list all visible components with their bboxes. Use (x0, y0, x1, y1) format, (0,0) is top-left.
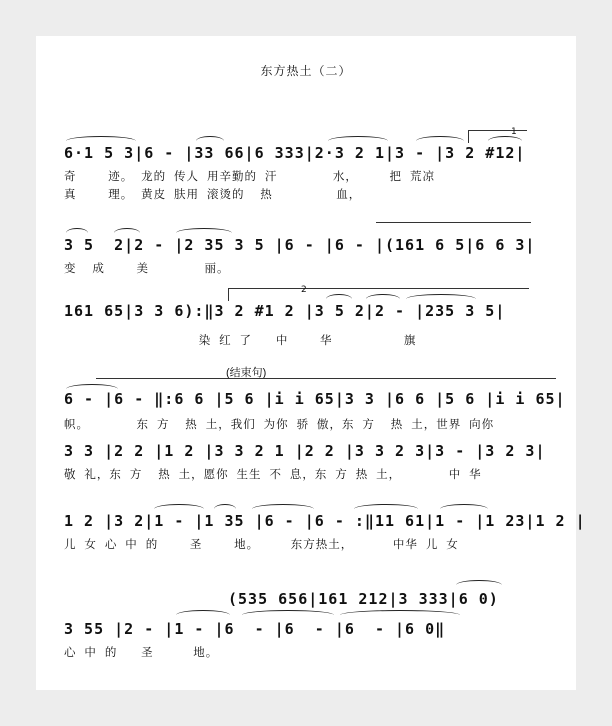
notes-line-1: 6·1 5 3|6 - |33 66|6 333|2·3 2 1|3 - |3 2 #12| (64, 144, 526, 162)
music-system-3: 2 161 65|3 3 6):‖3 2 #1 2 |3 5 2|2 - |235 3 5| 染 红 了 中 华 旗 (36, 294, 576, 374)
notes-line-7-top: (535 656|161 212|3 333|6 0) (228, 590, 499, 608)
score-title: 东方热土（二） (260, 64, 352, 78)
score-page (36, 36, 586, 690)
notes-line-4: 6 - |6 - ‖:6 6 |5 6 |i i 65|3 3 |6 6 |5 6 |i i 65| (64, 390, 566, 408)
music-system-1: 1 6·1 5 3|6 - |33 66|6 333|2·3 2 1|3 - |3 2 #12| 奇 迹。 龙的 传人 用辛勤的 汗 水， 把 荒凉 真 理。 黄皮 肤用 滚烫的 热 血， (64, 127, 526, 201)
lyrics-line-4: 帜。 东 方 热 土，我们 为你 骄 傲，东 方 热 土，世界 向你 (64, 417, 495, 431)
lyrics-line-3: 染 红 了 中 华 旗 (64, 333, 417, 347)
lyrics-line-5: 敬 礼，东 方 热 土，愿你 生生 不 息，东 方 热 土， 中 华 (64, 467, 482, 481)
notes-line-3: 161 65|3 3 6):‖3 2 #1 2 |3 5 2|2 - |235 3 5| (64, 302, 506, 320)
notes-line-2: 3 5 2|2 - |2 35 3 5 |6 - |6 - |(161 6 5|6 6 3| (64, 236, 536, 254)
music-system-5 (36, 434, 576, 514)
notes-line-6: 1 2 |3 2|1 - |1 35 |6 - |6 - :‖11 61|1 - |1 23|1 2 | (64, 512, 586, 530)
lyrics-line-1a: 奇 迹。 龙的 传人 用辛勤的 汗 水， 把 荒凉 (64, 169, 435, 183)
notes-line-7: 3 55 |2 - |1 - |6 - |6 - |6 - |6 0‖ (64, 620, 446, 638)
lyrics-line-6: 儿 女 心 中 的 圣 地。 东方热土， 中华 儿 女 (64, 537, 459, 551)
lyrics-line-1b: 真 理。 黄皮 肤用 滚烫的 热 血， (64, 187, 362, 201)
notes-line-5: 3 3 |2 2 |1 2 |3 3 2 1 |2 2 |3 3 2 3|3 - |3 2 3| (64, 442, 546, 460)
ending-marker: (结束句) (226, 367, 267, 379)
music-system-6 (36, 504, 586, 584)
lyrics-line-2: 变 成 美 丽。 (64, 261, 230, 275)
music-system-7 (36, 588, 576, 668)
lyrics-line-7: 心 中 的 圣 地。 (64, 645, 219, 659)
